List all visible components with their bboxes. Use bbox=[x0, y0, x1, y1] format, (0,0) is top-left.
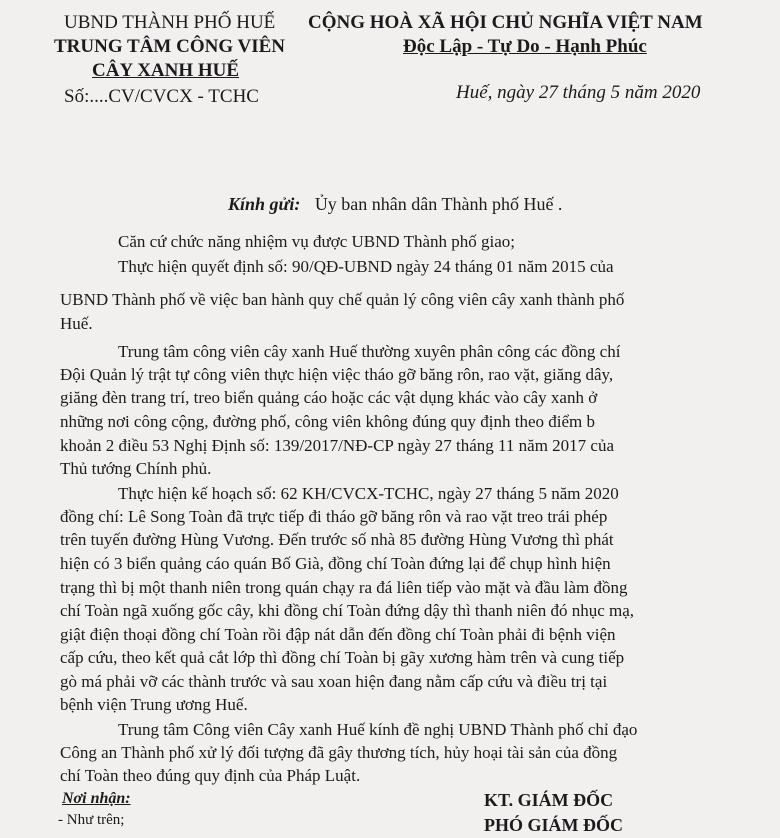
body-line: gò má phải vỡ các thành trước và sau xoan hiện đang nằm cấp cứu và điều trị tại bbox=[60, 672, 608, 691]
body-line: những nơi công cộng, đường phố, công viên không đúng quy định theo điểm b bbox=[60, 412, 596, 431]
body-line: trạng thì bị một thanh niên trong quán chạy ra đá liên tiếp vào mặt và đầu làm đồng bbox=[60, 578, 628, 597]
agency-name-line3: CÂY XANH HUẾ bbox=[92, 60, 240, 81]
body-line: giăng đèn trang trí, treo biển quảng cáo hoặc các vật dụng khác vào cây xanh ở bbox=[60, 388, 598, 407]
body-line: trên tuyến đường Hùng Vương. Đến trước số nhà 85 đường Hùng Vương thì phát bbox=[60, 530, 614, 549]
document-number: Số:....CV/CVCX - TCHC bbox=[64, 86, 259, 107]
body-line: khoản 2 điều 53 Nghị Định số: 139/2017/NĐ-CP ngày 27 tháng 11 năm 2017 của bbox=[60, 436, 615, 455]
agency-name-line2: TRUNG TÂM CÔNG VIÊN bbox=[54, 36, 286, 57]
letter-date: Huế, ngày 27 tháng 5 năm 2020 bbox=[456, 82, 701, 103]
body-line: cấp cứu, theo kết quả cắt lớp thì đồng chí Toàn bị gãy xương hàm trên và cung tiếp bbox=[60, 648, 625, 667]
signature-title: KT. GIÁM ĐỐC bbox=[484, 790, 614, 810]
body-line: Thực hiện quyết định số: 90/QĐ-UBND ngày 24 tháng 01 năm 2015 của bbox=[118, 257, 614, 276]
body-line: UBND Thành phố về việc ban hành quy chế quản lý công viên cây xanh thành phố bbox=[60, 290, 625, 309]
body-line: chí Toàn theo đúng quy định của Pháp Luật. bbox=[60, 766, 361, 785]
body-line: Công an Thành phố xử lý đối tượng đã gây thương tích, hủy hoại tài sản của đồng bbox=[60, 743, 618, 762]
recipient-line bbox=[228, 194, 562, 215]
recipients-label: Nơi nhận: bbox=[62, 790, 131, 807]
body-line: Huế. bbox=[60, 314, 93, 333]
signature-subtitle: PHÓ GIÁM ĐỐC bbox=[484, 815, 623, 835]
body-line: Trung tâm Công viên Cây xanh Huế kính đề nghị UBND Thành phố chỉ đạo bbox=[118, 720, 638, 739]
recipient-name: Ủy ban nhân dân Thành phố Huế . bbox=[314, 194, 563, 214]
body-line: Thực hiện kế hoạch số: 62 KH/CVCX-TCHC, ngày 27 tháng 5 năm 2020 bbox=[118, 484, 619, 503]
body-line: chí Toàn ngã xuống gốc cây, khi đồng chí Toàn đứng dậy thì thanh niên đó nhục mạ, bbox=[60, 601, 635, 620]
body-line: đồng chí: Lê Song Toàn đã trực tiếp đi tháo gỡ băng rôn và rao vặt treo trái phép bbox=[60, 507, 608, 526]
body-line: Đội Quản lý trật tự công viên thực hiện việc tháo gỡ băng rôn, rao vặt, giăng dây, bbox=[60, 365, 614, 384]
national-motto: Độc Lập - Tự Do - Hạnh Phúc bbox=[403, 36, 647, 57]
body-line: Căn cứ chức năng nhiệm vụ được UBND Thành phố giao; bbox=[118, 232, 516, 251]
body-line: bệnh viện Trung ương Huế. bbox=[60, 695, 248, 714]
recipient-item: - Như trên; bbox=[58, 812, 125, 828]
body-line: giật điện thoại đồng chí Toàn rồi đập nát dẫn đến đồng chí Toàn phải đi bệnh viện bbox=[60, 625, 616, 644]
national-title: CỘNG HOÀ XÃ HỘI CHỦ NGHĨA VIỆT NAM bbox=[308, 12, 703, 33]
recipient-label: Kính gửi: bbox=[228, 194, 301, 214]
agency-name-line1: UBND THÀNH PHỐ HUẾ bbox=[64, 12, 276, 33]
body-line: Trung tâm công viên cây xanh Huế thường xuyên phân công các đồng chí bbox=[118, 342, 621, 361]
body-line: Thủ tướng Chính phủ. bbox=[60, 459, 212, 478]
body-line: hiện có 3 biển quảng cáo quán Bố Già, đồng chí Toàn đứng lại để chụp hình hiện bbox=[60, 554, 611, 573]
